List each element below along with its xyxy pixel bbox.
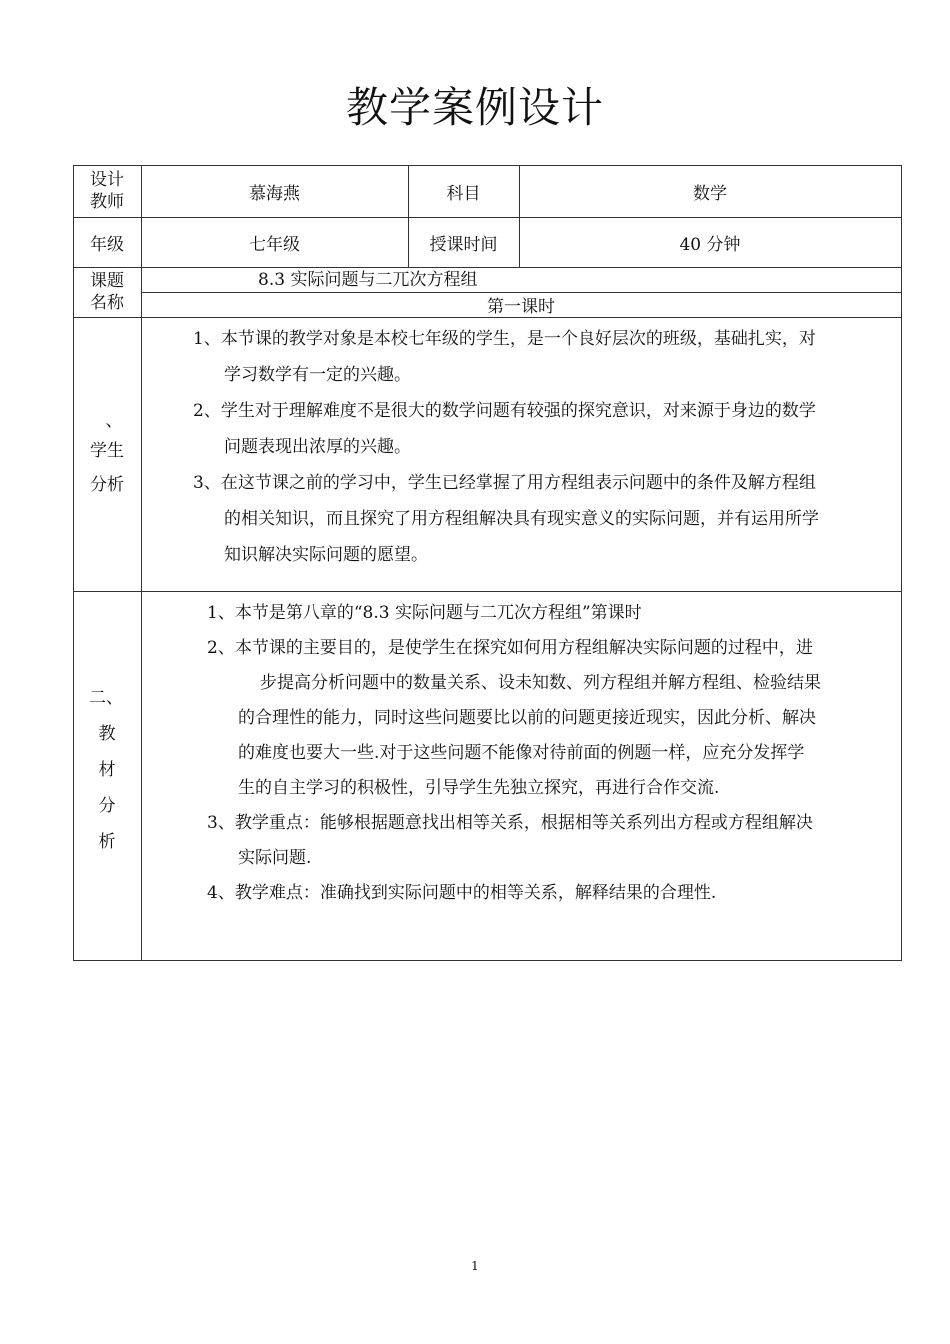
subject-label: 科目 bbox=[446, 183, 481, 204]
teacher-label: 设计 教师 bbox=[90, 170, 124, 212]
subject-value: 数学 bbox=[693, 183, 727, 204]
list-item: 1、本节是第八章的“8.3 实际问题与二兀次方程组”第课时 bbox=[207, 603, 642, 623]
page-title: 教学案例设计 bbox=[345, 83, 604, 132]
time-value: 40 分钟 bbox=[679, 234, 741, 255]
topic-session: 第一课时 bbox=[487, 297, 555, 317]
grade-label: 年级 bbox=[90, 234, 124, 255]
list-item: 2、本节课的主要目的，是使学生在探究如何用方程组解决实际问题的过程中，进 步提高分析问题中的数量关系、设未知数、列方程组并解方程组、检验结果 的合理性的能力，同时这些问题要比以前的问题更接近现实，因此分析、解决 的难度也要大一些.对于这些问题不能像对待前面的例题一样，应充分发挥学 生的自主学习的积极性，引导学生先独立探究，再进行合作交流. bbox=[207, 638, 821, 798]
list-item: 1、本节课的教学对象是本校七年级的学生，是一个良好层次的班级，基础扎实，对 学习数学有一定的兴趣。 bbox=[193, 329, 816, 385]
list-item: 3、教学重点：能够根据题意找出相等关系，根据相等关系列出方程或方程组解决 实际问题. bbox=[207, 813, 813, 868]
list-item: 3、在这节课之前的学习中，学生已经掌握了用方程组表示问题中的条件及解方程组 的相关知识，而且探究了用方程组解决具有现实意义的实际问题，并有运用所学 知识解决实际问题的愿望。 bbox=[193, 473, 819, 565]
topic-title: 8.3 实际问题与二兀次方程组 bbox=[258, 270, 478, 290]
label-line-1: 学生 bbox=[90, 441, 124, 461]
material-analysis-list bbox=[207, 596, 899, 911]
topic-label: 课题 名称 bbox=[90, 271, 124, 313]
time-label: 授课时间 bbox=[429, 234, 498, 255]
list-item: 2、学生对于理解难度不是很大的数学问题有较强的探究意识，对来源于身边的数学 问题表现出浓厚的兴趣。 bbox=[193, 401, 816, 457]
list-item: 4、教学难点：准确找到实际问题中的相等关系，解释结果的合理性. bbox=[207, 883, 717, 903]
student-analysis-list bbox=[193, 321, 898, 573]
grade-value: 七年级 bbox=[249, 234, 300, 255]
teacher-name: 慕海燕 bbox=[249, 183, 300, 204]
label-line-2: 分析 bbox=[90, 475, 124, 495]
material-analysis-label: 二、 教 材 分 析 bbox=[89, 688, 123, 852]
page-number: 1 bbox=[471, 1259, 479, 1273]
label-mark: 、 bbox=[105, 411, 123, 431]
student-analysis-label bbox=[73, 408, 141, 502]
